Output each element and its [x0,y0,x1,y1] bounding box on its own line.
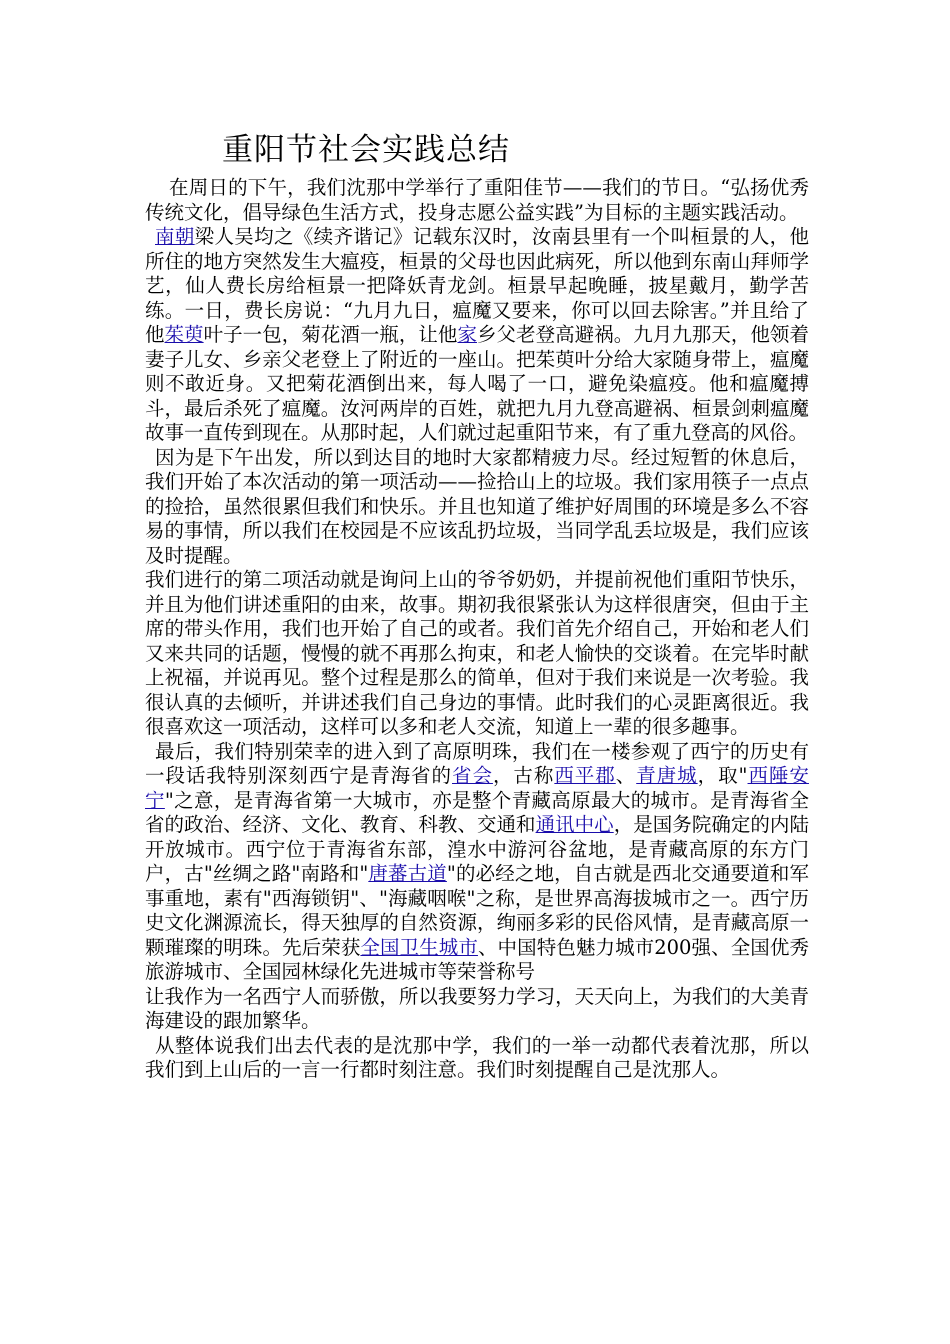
link-jia[interactable]: 家 [457,323,477,346]
xining-text-1: 最后，我们特别荣幸的进入到了高原明珠，我们在一楼参观了西宁的历史有一段话我特别深刻西宁是青海省的 [145,739,809,787]
xining-text-7: "的必经之地，自古就是西北交通要道和军事重地，素有"西海锁钥"、"海藏咽喉"之称，是世界高海拔城市之一。西宁历史文化渊源流长，得天独厚的自然资源，绚丽多彩的民俗风情，是青藏高原一颗璀璨的明珠。先后荣获 [145,862,809,959]
paragraph-legend [145,225,809,446]
link-tangbogudao[interactable]: 唐蕃古道 [368,862,447,885]
xining-text-2: ，古称 [492,764,555,787]
xining-text-3: 、 [615,764,637,787]
xining-text-8: 、中国特色魅力城市200强、全国优秀旅游城市、全国园林绿化先进城市等荣誉称号 [145,935,809,983]
document-body [145,176,809,1083]
link-weishengchengshi[interactable]: 全国卫生城市 [360,935,478,959]
paragraph-xining [145,740,809,985]
link-xichuianning[interactable]: 西陲安宁 [145,764,809,812]
xining-text-4: ，取" [697,764,748,787]
paragraph-activity-two: 我们进行的第二项活动就是询问上山的爷爷奶奶，并提前祝他们重阳节快乐，并且为他们讲述重阳的由来，故事。期初我很紧张认为这样很唐突，但由于主席的带头作用，我们也开始了自己的或者。我们首先介绍自己，开始和老人们又来共同的话题，慢慢的就不再那么拘束，和老人愉快的交谈着。在完毕时献上祝福，并说再见。整个过程是那么的简单，但对于我们来说是一次考验。我很认真的去倾听，并讲述我们自己身边的事情。此时我们的心灵距离很近。我很喜欢这一项活动，这样可以多和老人交流，知道上一辈的很多趣事。 [145,568,809,738]
link-qingtangcheng[interactable]: 青唐城 [636,764,698,787]
link-xipingjun[interactable]: 西平郡 [554,764,616,787]
legend-text-1: 梁人吴均之《续齐谐记》记载东汉时，汝南县里有一个叫桓景的人，他所住的地方突然发生大瘟疫，桓景的父母也因此病死，所以他到东南山拜师学艺，仙人费长房给桓景一把降妖青龙剑。桓景早起晚睡，披星戴月，勤学苦练。一日，费长房说：“九月九日，瘟魔又要来，你可以回去除害。”并且给了他 [145,225,809,346]
link-tongxunzhongxin[interactable]: 通讯中心 [535,813,614,836]
paragraph-activity-one: 因为是下午出发，所以到达目的地时大家都精疲力尽。经过短暂的休息后，我们开始了本次活动的第一项活动——捡拾山上的垃圾。我们家用筷子一点点的捡拾，虽然很累但我们和快乐。并且也知道了维护好周围的环境是多么不容易的事情，所以我们在校园是不应该乱扔垃圾，当同学乱丢垃圾是，我们应该及时提醒。 [145,445,809,567]
xining-text-6: ，是国务院确定的内陆开放城市。西宁位于青海省东部，湟水中游河谷盆地，是青藏高原的东方门户，古"丝绸之路"南路和" [145,813,809,885]
paragraph-conclusion: 从整体说我们出去代表的是沈那中学，我们的一举一动都代表着沈那，所以我们到上山后的一言一行都时刻注意。我们时刻提醒自己是沈那人。 [145,1033,809,1081]
link-zhuyu[interactable]: 茱萸 [164,323,204,346]
legend-text-3: 乡父老登高避祸。九月九那天，他领着妻子儿女、乡亲父老登上了附近的一座山。把茱萸叶分给大家随身带上，瘟魔则不敢近身。又把菊花酒倒出来，每人喝了一口，避免染瘟疫。他和瘟魔搏斗，最后杀死了瘟魔。汝河两岸的百姓，就把九月九登高避祸、桓景剑刺瘟魔故事一直传到现在。从那时起，人们就过起重阳节来，有了重九登高的风俗。 [145,323,809,444]
paragraph-pride: 让我作为一名西宁人而骄傲，所以我要努力学习，天天向上，为我们的大美青海建设的跟加繁华。 [145,984,809,1032]
document-title: 重阳节社会实践总结 [222,132,510,168]
link-shenghui[interactable]: 省会 [452,764,493,787]
paragraph-intro: 在周日的下午，我们沈那中学举行了重阳佳节——我们的节日。“弘扬优秀传统文化，倡导绿色生活方式，投身志愿公益实践”为目标的主题实践活动。 [145,176,809,224]
link-nanchao[interactable]: 南朝 [155,225,195,248]
xining-text-5: "之意，是青海省第一大城市，亦是整个青藏高原最大的城市。是青海省全省的政治、经济、文化、教育、科教、交通和 [145,788,809,836]
legend-text-2: 叶子一包，菊花酒一瓶，让他 [203,323,458,346]
